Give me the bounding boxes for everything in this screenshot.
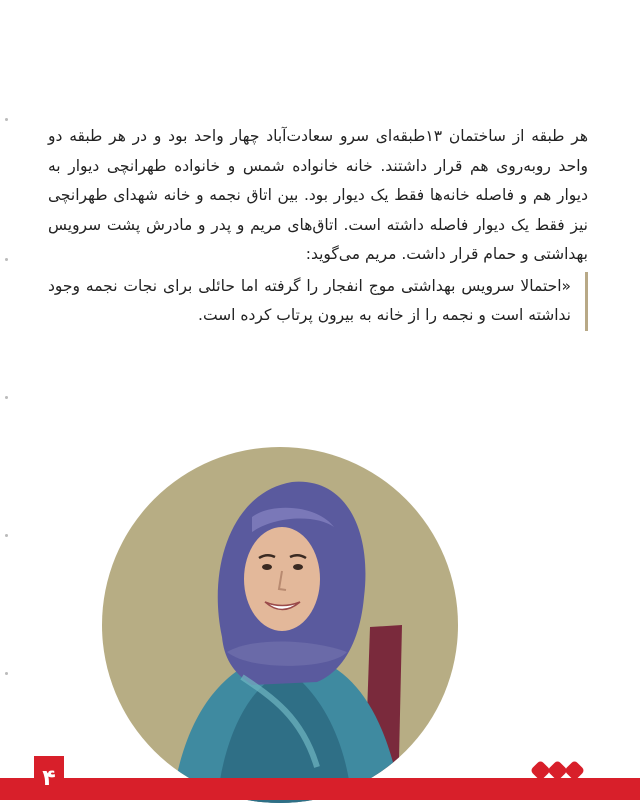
margin-mark — [5, 258, 8, 261]
footer-bar — [0, 778, 640, 800]
decorative-dots-icon — [533, 763, 582, 778]
margin-mark — [5, 118, 8, 121]
article-paragraph: هر طبقه از ساختمان ۱۳طبقه‌ای سرو سعادت‌آباد چهار واحد بود و در هر طبقه دو واحد روبه‌روی هم قرار داشتند. خانه خانواده شمس و خانواده طهرانچی دیوار به دیوار هم و فاصله خانه‌ها فقط یک دیوار بود. بین اتاق نجمه و خانه شهدای طهرانچی نیز فقط یک دیوار فاصله داشته است. اتاق‌های مریم و پدر و مادرش پشت سرویس بهداشتی و حمام قرار داشت. مریم می‌گوید: — [48, 127, 588, 263]
margin-mark — [5, 534, 8, 537]
portrait-photo — [102, 447, 458, 803]
quote-block: «احتمالا سرویس بهداشتی موج انفجار را گرفته اما حائلی برای نجات نجمه وجود نداشته است و نجمه را از خانه به بیرون پرتاب کرده است. — [48, 272, 588, 331]
article-body — [48, 122, 588, 331]
margin-mark — [5, 396, 8, 399]
margin-mark — [5, 672, 8, 675]
page-number: ۴ — [34, 756, 64, 800]
portrait-illustration — [102, 447, 458, 803]
